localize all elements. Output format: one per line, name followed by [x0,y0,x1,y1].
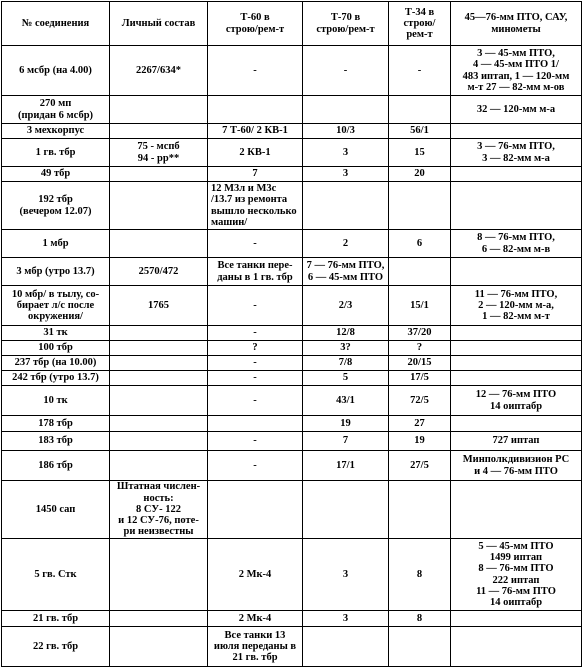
cell-personnel: 1765 [110,286,208,326]
cell-t70: 43/1 [303,386,389,416]
cell-personnel: 2570/472 [110,258,208,286]
cell-t70: 12/8 [303,326,389,341]
header-pto: 45—76-мм ПТО, САУ, минометы [451,2,582,46]
cell-unit: 192 тбр (вечером 12.07) [2,182,110,230]
cell-pto [451,182,582,230]
cell-t34: 8 [389,539,451,611]
cell-t34: 19 [389,432,451,451]
cell-personnel [110,611,208,627]
cell-t70: 19 [303,416,389,432]
cell-unit: 178 тбр [2,416,110,432]
cell-personnel [110,416,208,432]
cell-t60: Все танки пере- даны в 1 гв. тбр [208,258,303,286]
table-row [2,139,582,167]
cell-unit: 5 гв. Стк [2,539,110,611]
cell-t60: 2 Мк-4 [208,611,303,627]
cell-t34 [389,258,451,286]
cell-t60: - [208,230,303,258]
table-row [2,432,582,451]
cell-personnel [110,539,208,611]
cell-personnel: 2267/634* [110,46,208,96]
cell-t60: - [208,326,303,341]
cell-pto: 5 — 45-мм ПТО 1499 иптап 8 — 76-мм ПТО 222 иптап 11 — 76-мм ПТО 14 оиптабр [451,539,582,611]
cell-unit: 100 тбр [2,341,110,356]
cell-t34: ? [389,341,451,356]
cell-t60: - [208,451,303,481]
cell-pto: 3 — 45-мм ПТО, 4 — 45-мм ПТО 1/ 483 иптап, 1 — 120-мм м-т 27 — 82-мм м-ов [451,46,582,96]
cell-personnel: Штатная числен- ность: 8 СУ- 122 и 12 СУ-76, поте- ри неизвестны [110,481,208,539]
cell-pto [451,481,582,539]
cell-unit: 1450 сап [2,481,110,539]
cell-personnel [110,167,208,182]
cell-pto: 32 — 120-мм м-а [451,96,582,124]
cell-t70: 10/3 [303,124,389,139]
cell-unit: 49 тбр [2,167,110,182]
cell-t70: 3 [303,539,389,611]
cell-t70 [303,481,389,539]
cell-unit: 6 мсбр (на 4.00) [2,46,110,96]
table-row [2,182,582,230]
header-personnel: Личный состав [110,2,208,46]
cell-t60: - [208,46,303,96]
cell-t70 [303,627,389,667]
table-row [2,481,582,539]
cell-personnel [110,341,208,356]
cell-t34 [389,96,451,124]
cell-t34: 37/20 [389,326,451,341]
cell-unit: 270 мп (придан 6 мсбр) [2,96,110,124]
cell-t60 [208,481,303,539]
table-row [2,167,582,182]
cell-t34 [389,627,451,667]
cell-t70: 3 [303,611,389,627]
cell-pto [451,611,582,627]
cell-t34: 72/5 [389,386,451,416]
cell-t34: 17/5 [389,371,451,386]
cell-t34: 15/1 [389,286,451,326]
cell-t60: - [208,356,303,371]
cell-personnel [110,326,208,341]
cell-personnel: 75 - мспб 94 - рр** [110,139,208,167]
cell-personnel [110,627,208,667]
cell-t70: 7 — 76-мм ПТО, 6 — 45-мм ПТО [303,258,389,286]
units-table [1,1,582,667]
cell-personnel [110,451,208,481]
cell-t70: 2/3 [303,286,389,326]
cell-t60: 12 М3л и М3с /13.7 из ремонта вышло несколько машин/ [208,182,303,230]
cell-unit: 242 тбр (утро 13.7) [2,371,110,386]
cell-t60: - [208,371,303,386]
table-row [2,286,582,326]
cell-t34 [389,182,451,230]
cell-t70 [303,96,389,124]
cell-t60: 7 [208,167,303,182]
table-row [2,96,582,124]
cell-unit: 31 тк [2,326,110,341]
cell-t34: 56/1 [389,124,451,139]
cell-t34 [389,481,451,539]
cell-unit: 3 мехкорпус [2,124,110,139]
cell-pto [451,258,582,286]
cell-t60: Все танки 13 июля переданы в 21 гв. тбр [208,627,303,667]
cell-t70: 17/1 [303,451,389,481]
table-row [2,326,582,341]
cell-t70: 3? [303,341,389,356]
cell-t34: 15 [389,139,451,167]
cell-t70: 7/8 [303,356,389,371]
cell-personnel [110,432,208,451]
cell-pto: 8 — 76-мм ПТО, 6 — 82-мм м-в [451,230,582,258]
cell-unit: 10 мбр/ в тылу, со- бирает л/с после окружения/ [2,286,110,326]
cell-t70: 5 [303,371,389,386]
cell-unit: 1 мбр [2,230,110,258]
table-row [2,258,582,286]
cell-unit: 186 тбр [2,451,110,481]
cell-t60: ? [208,341,303,356]
cell-unit: 237 тбр (на 10.00) [2,356,110,371]
cell-pto: 12 — 76-мм ПТО 14 оиптабр [451,386,582,416]
cell-t34: 8 [389,611,451,627]
table-row [2,386,582,416]
cell-unit: 1 гв. тбр [2,139,110,167]
cell-t70: - [303,46,389,96]
header-t34: Т-34 в строю/ рем-т [389,2,451,46]
cell-t70: 7 [303,432,389,451]
table-row [2,124,582,139]
table-row [2,611,582,627]
cell-pto [451,416,582,432]
cell-t70: 2 [303,230,389,258]
table-row [2,230,582,258]
cell-t34: 20 [389,167,451,182]
cell-personnel [110,124,208,139]
cell-t60 [208,416,303,432]
header-unit: № соединения [2,2,110,46]
table-row [2,627,582,667]
cell-t60: - [208,386,303,416]
cell-personnel [110,230,208,258]
cell-pto [451,167,582,182]
cell-t60: - [208,286,303,326]
cell-personnel [110,96,208,124]
cell-unit: 22 гв. тбр [2,627,110,667]
cell-pto [451,341,582,356]
cell-unit: 21 гв. тбр [2,611,110,627]
table-row [2,46,582,96]
cell-personnel [110,371,208,386]
cell-t34: 6 [389,230,451,258]
cell-t70: 3 [303,167,389,182]
table-row [2,371,582,386]
cell-pto [451,627,582,667]
cell-unit: 10 тк [2,386,110,416]
cell-pto [451,124,582,139]
table-row [2,341,582,356]
cell-t34: 27/5 [389,451,451,481]
cell-pto: 11 — 76-мм ПТО, 2 — 120-мм м-а, 1 — 82-мм м-т [451,286,582,326]
cell-t60: 7 Т-60/ 2 КВ-1 [208,124,303,139]
cell-pto [451,356,582,371]
cell-personnel [110,356,208,371]
header-row [2,2,582,46]
cell-t60: - [208,432,303,451]
cell-personnel [110,386,208,416]
cell-personnel [110,182,208,230]
header-t70: Т-70 в строю/рем-т [303,2,389,46]
table-row [2,416,582,432]
cell-t34: - [389,46,451,96]
table-row [2,451,582,481]
cell-pto: 727 иптап [451,432,582,451]
cell-pto [451,371,582,386]
cell-unit: 3 мбр (утро 13.7) [2,258,110,286]
cell-pto: 3 — 76-мм ПТО, 3 — 82-мм м-а [451,139,582,167]
cell-t34: 27 [389,416,451,432]
cell-pto [451,326,582,341]
cell-t34: 20/15 [389,356,451,371]
cell-t60: 2 КВ-1 [208,139,303,167]
table-row [2,539,582,611]
header-t60: Т-60 в строю/рем-т [208,2,303,46]
cell-t70: 3 [303,139,389,167]
cell-pto: Минполкдивизион РС и 4 — 76-мм ПТО [451,451,582,481]
cell-t70 [303,182,389,230]
cell-t60 [208,96,303,124]
table-row [2,356,582,371]
cell-t60: 2 Мк-4 [208,539,303,611]
cell-unit: 183 тбр [2,432,110,451]
